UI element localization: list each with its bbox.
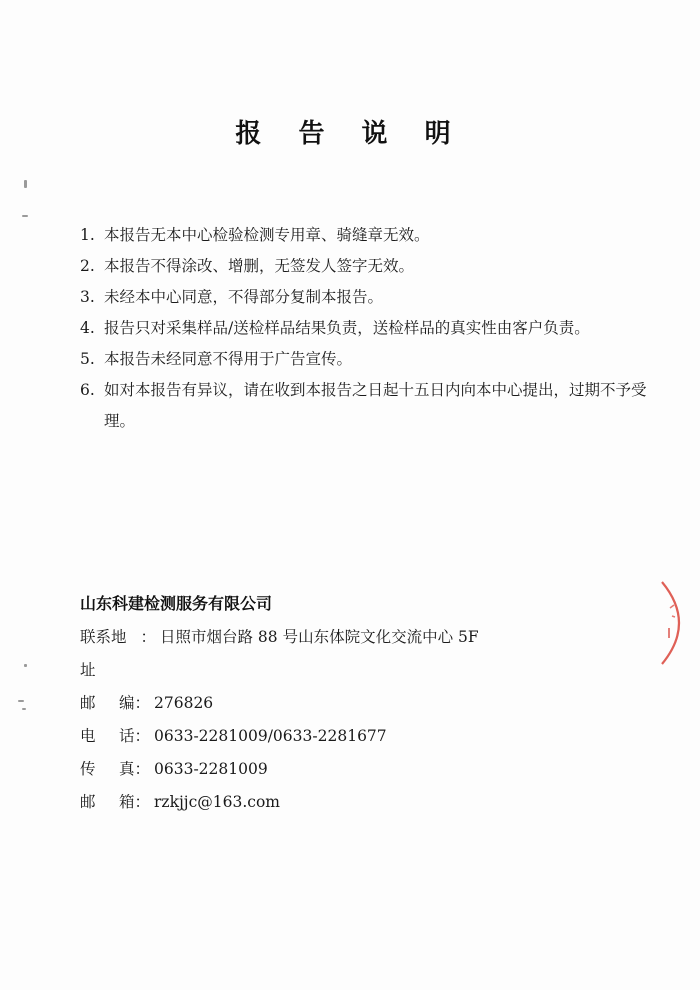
label-char: 邮 bbox=[80, 694, 96, 712]
postcode-label bbox=[80, 687, 154, 720]
scan-speck bbox=[22, 708, 26, 710]
label-char: 真 bbox=[118, 760, 135, 778]
postcode-row bbox=[80, 687, 640, 720]
colon: ： bbox=[134, 694, 150, 712]
note-text: 如对本报告有异议，请在收到本报告之日起十五日内向本中心提出，过期不予受理。 bbox=[104, 381, 647, 430]
label-char-group bbox=[119, 786, 154, 819]
label-char: 话 bbox=[118, 727, 135, 745]
note-number: 4. bbox=[80, 319, 95, 337]
email-label bbox=[80, 786, 154, 819]
note-text: 报告只对采集样品/送检样品结果负责，送检样品的真实性由客户负责。 bbox=[104, 319, 590, 337]
address-row bbox=[80, 621, 640, 687]
colon: ： bbox=[134, 760, 150, 778]
address-label bbox=[80, 621, 160, 687]
email-row bbox=[80, 786, 640, 819]
note-number: 1. bbox=[80, 226, 95, 244]
scan-speck bbox=[22, 215, 28, 217]
note-text: 未经本中心同意，不得部分复制本报告。 bbox=[104, 288, 384, 306]
label-char-group bbox=[119, 753, 154, 786]
note-item bbox=[80, 375, 660, 437]
address-label-text: 联系地址 bbox=[80, 628, 127, 679]
note-text: 本报告无本中心检验检测专用章、骑缝章无效。 bbox=[104, 226, 430, 244]
label-char-group bbox=[119, 687, 154, 720]
label-char: 电 bbox=[80, 727, 96, 745]
scan-speck bbox=[24, 180, 27, 188]
phone-label bbox=[80, 720, 154, 753]
label-char: 邮 bbox=[80, 793, 96, 811]
company-name: 山东科建检测服务有限公司 bbox=[80, 594, 273, 613]
scan-speck bbox=[24, 664, 27, 667]
phone-row bbox=[80, 720, 640, 753]
colon: ： bbox=[134, 793, 150, 811]
colon: ： bbox=[140, 628, 156, 646]
fax-row bbox=[80, 753, 640, 786]
label-char: 箱 bbox=[118, 793, 135, 811]
note-item bbox=[80, 344, 660, 375]
label-char: 编 bbox=[118, 694, 135, 712]
contact-block bbox=[80, 621, 640, 819]
note-item bbox=[80, 251, 660, 282]
notes-list bbox=[80, 220, 660, 437]
fax-label bbox=[80, 753, 154, 786]
scan-speck bbox=[18, 700, 24, 702]
note-number: 5. bbox=[80, 350, 95, 368]
note-text: 本报告不得涂改、增删，无签发人签字无效。 bbox=[104, 257, 415, 275]
page-title: 报 告 说 明 bbox=[235, 119, 465, 149]
note-item bbox=[80, 313, 660, 344]
email-value: rzkjjc@163.com bbox=[154, 793, 280, 811]
fax-value: 0633-2281009 bbox=[154, 760, 268, 778]
note-number: 3. bbox=[80, 288, 95, 306]
note-number: 2. bbox=[80, 257, 95, 275]
note-number: 6. bbox=[80, 381, 95, 399]
note-item bbox=[80, 282, 660, 313]
colon: ： bbox=[134, 727, 150, 745]
label-char-group bbox=[119, 720, 154, 753]
phone-value: 0633-2281009/0633-2281677 bbox=[154, 727, 387, 745]
note-text: 本报告未经同意不得用于广告宣传。 bbox=[104, 350, 353, 368]
note-item bbox=[80, 220, 660, 251]
label-char: 传 bbox=[80, 760, 96, 778]
seal-edge-icon bbox=[652, 578, 700, 668]
address-value: 日照市烟台路 88 号山东体院文化交流中心 5F bbox=[160, 628, 479, 646]
postcode-value: 276826 bbox=[154, 694, 214, 712]
